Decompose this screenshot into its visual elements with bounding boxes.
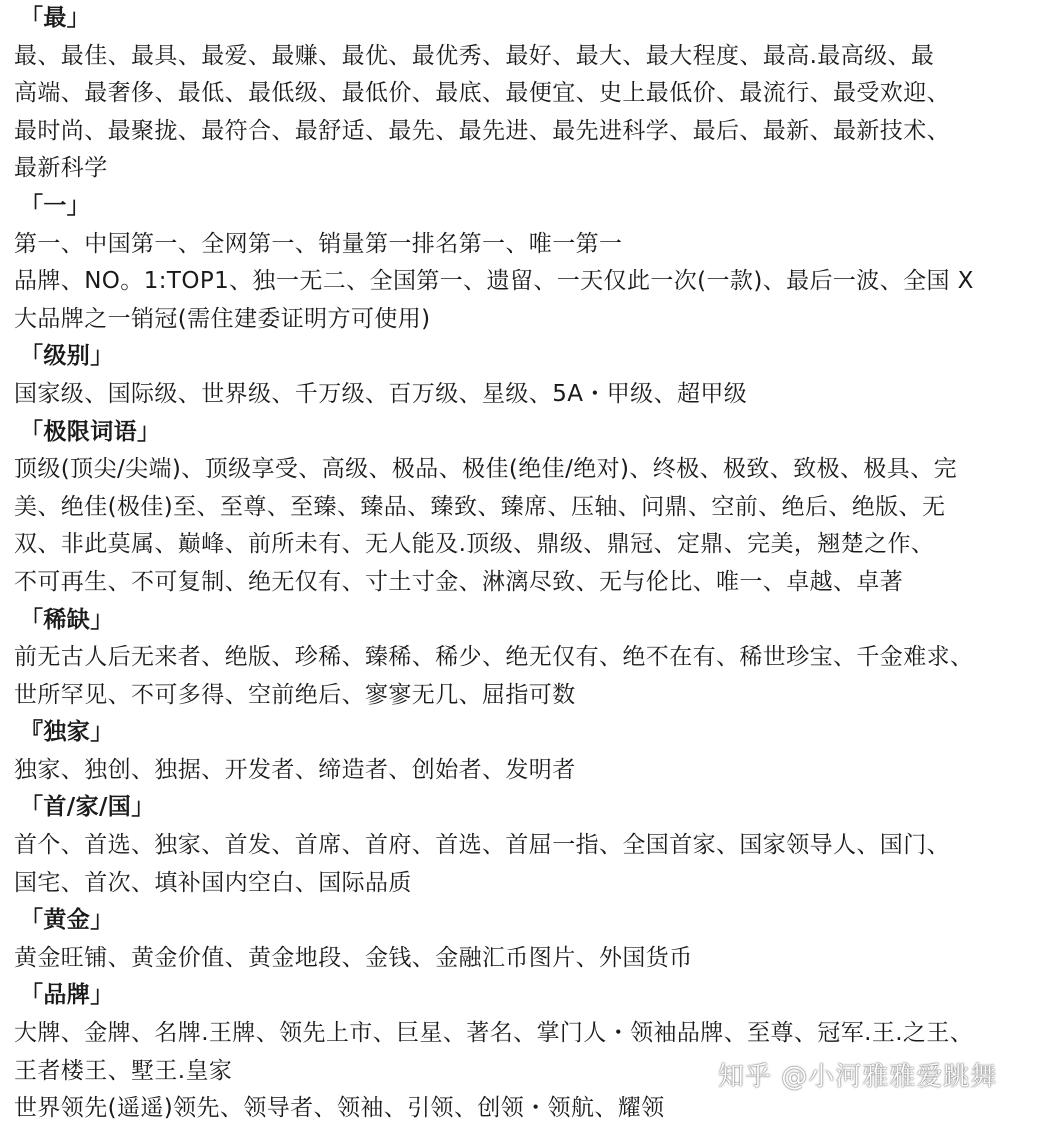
text-line: 独家、独创、独据、开发者、缔造者、创始者、发明者	[14, 756, 576, 783]
text-line: 最、最佳、最具、最爱、最赚、最优、最优秀、最好、最大、最大程度、最高.最高级、最	[14, 42, 935, 69]
zhihu-watermark: 知乎 @小河雅雅爱跳舞	[718, 1062, 998, 1092]
text-line: 不可再生、不可复制、绝无仅有、寸土寸金、淋漓尽致、无与伦比、唯一、卓越、卓著	[14, 568, 904, 595]
section-heading-xique: 「稀缺」	[20, 606, 114, 633]
section-heading-pinpai: 「品牌」	[20, 982, 114, 1009]
text-line: 大品牌之一销冠(需住建委证明方可使用)	[14, 305, 431, 332]
section-heading-dujia: 『独家」	[20, 719, 114, 746]
text-line: 美、绝佳(极佳)至、至尊、至臻、臻品、臻致、臻席、压轴、问鼎、空前、绝后、绝版、无	[14, 493, 946, 520]
text-line: 前无古人后无来者、绝版、珍稀、臻稀、稀少、绝无仅有、绝不在有、稀世珍宝、千金难求、	[14, 644, 974, 671]
section-heading-yi: 「一」	[20, 192, 91, 219]
text-line: 国家级、国际级、世界级、千万级、百万级、星级、5A・甲级、超甲级	[14, 380, 748, 407]
text-line: 顶级(顶尖/尖端)、顶级享受、高级、极品、极佳(绝佳/绝对)、终极、极致、致极、极具、完	[14, 456, 957, 483]
text-line: 黄金旺铺、黄金价值、黄金地段、金钱、金融汇币图片、外国货币	[14, 944, 693, 971]
text-line: 世界领先(遥遥)领先、领导者、领袖、引领、创领・领航、耀领	[14, 1095, 665, 1122]
text-line: 王者楼王、墅王.皇家	[14, 1057, 233, 1084]
text-line: 第一、中国第一、全网第一、销量第一排名第一、唯一第一	[14, 230, 623, 257]
section-heading-shou-jia-guo: 「首/家/国」	[20, 794, 155, 821]
text-line: 高端、最奢侈、最低、最低级、最低价、最底、最便宜、史上最低价、最流行、最受欢迎、	[14, 80, 950, 107]
text-line: 大牌、金牌、名牌.王牌、领先上市、巨星、著名、掌门人・领袖品牌、至尊、冠军.王.之王、	[14, 1020, 974, 1047]
text-line: 最新科学	[14, 155, 108, 182]
text-line: 最时尚、最聚拢、最符合、最舒适、最先、最先进、最先进科学、最后、最新、最新技术、	[14, 117, 950, 144]
text-line: 品牌、NO。1:TOP1、独一无二、全国第一、遗留、一天仅此一次(一款)、最后一波、全国 X	[14, 268, 974, 295]
section-heading-zui: 「最」	[20, 5, 91, 31]
text-line: 世所罕见、不可多得、空前绝后、寥寥无几、屈指可数	[14, 681, 576, 708]
section-heading-jibie: 「级别」	[20, 343, 114, 370]
text-line: 国宅、首次、填补国内空白、国际品质	[14, 869, 412, 896]
section-heading-jixian: 「极限词语」	[20, 418, 161, 445]
document-page	[14, 0, 1054, 1128]
text-line: 双、非此莫属、巅峰、前所未有、无人能及.顶级、鼎级、鼎冠、定鼎、完美，翘楚之作、	[14, 531, 935, 558]
text-line: 首个、首选、独家、首发、首席、首府、首选、首屈一指、全国首家、国家领导人、国门、	[14, 832, 950, 859]
section-heading-huangjin: 「黄金」	[20, 907, 114, 934]
